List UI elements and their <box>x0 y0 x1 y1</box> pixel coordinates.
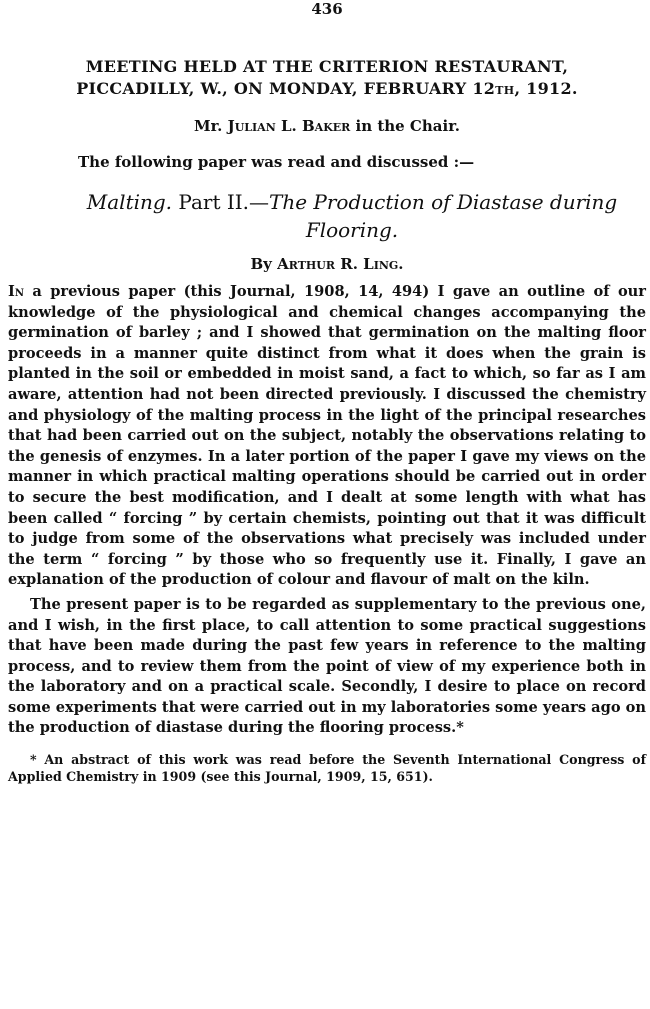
title-part: Part II.— <box>172 190 269 214</box>
paper-title <box>8 188 646 244</box>
meeting-heading-line-2-prefix: PICCADILLY, W., ON MONDAY, FEBRUARY 12 <box>76 79 496 98</box>
meeting-heading <box>8 56 646 102</box>
body-paragraph-2: The present paper is to be regarded as supplementary to the previous one, and I wish, in the first place, to call attention to some practical suggestions that have been made during the past few years in reference to the malting process, and to review them from the point of view of my experience both in the laboratory and on a practical scale. Secondly, I desire to place on record some experiments that were carried out in my laboratories some years ago on the production of diastase during the flooring process.* <box>8 595 646 737</box>
footnote: * An abstract of this work was read before the Seventh International Congress of Applied Chemistry in 1909 (see this Journal, 1909, 15, 651). <box>8 752 646 785</box>
author-by: By <box>250 255 278 273</box>
chair-prefix: Mr. <box>194 117 228 135</box>
body-paragraph-1 <box>8 282 646 591</box>
paragraph-1-text: a previous paper (this Journal, 1908, 14, 494) I gave an outline of our knowledge of the physiological and chemical changes accompanying the germination of barley ; and I showed that germination on the malting floor proceeds in a manner quite distinct from what it does when the grain is planted in the soil or embedded in moist sand, a fact to which, so far as I am aware, attention had not been directed previously. I discussed the chemistry and physiology of the malting process in the light of the principal researches that had been carried out on the subject, notably the observations relating to the genesis of enzymes. In a later portion of the paper I gave my views on the manner in which practical malting operations should be carried out in order to secure the best modification, and I dealt at some length with what has been called “ forcing ” by certain chemists, pointing out that it was difficult to judge from some of the observations what precisely was included under the term “ forcing ” by those who so frequently use it. Finally, I gave an explanation of the production of colour and flavour of malt on the kiln. <box>8 283 646 589</box>
title-malting: Malting. <box>86 190 173 214</box>
author-name: Arthur R. Ling. <box>277 255 404 273</box>
meeting-heading-line-2-end: , 1912. <box>514 79 578 98</box>
title-subtitle: The Production of Diastase during Flooring. <box>269 190 618 242</box>
chair-name: Julian L. Baker <box>227 117 351 135</box>
meeting-heading-line-1: MEETING HELD AT THE CRITERION RESTAURANT, <box>85 57 569 76</box>
chair-suffix: in the Chair. <box>350 117 460 135</box>
meeting-heading-line-2 <box>8 78 646 102</box>
intro-line: The following paper was read and discussed :— <box>78 153 475 171</box>
author-line <box>8 254 646 274</box>
chair-line <box>8 116 646 136</box>
meeting-heading-ordinal: TH <box>495 84 515 97</box>
paragraph-lead-word: In <box>8 283 24 300</box>
page-number: 436 <box>311 0 343 18</box>
